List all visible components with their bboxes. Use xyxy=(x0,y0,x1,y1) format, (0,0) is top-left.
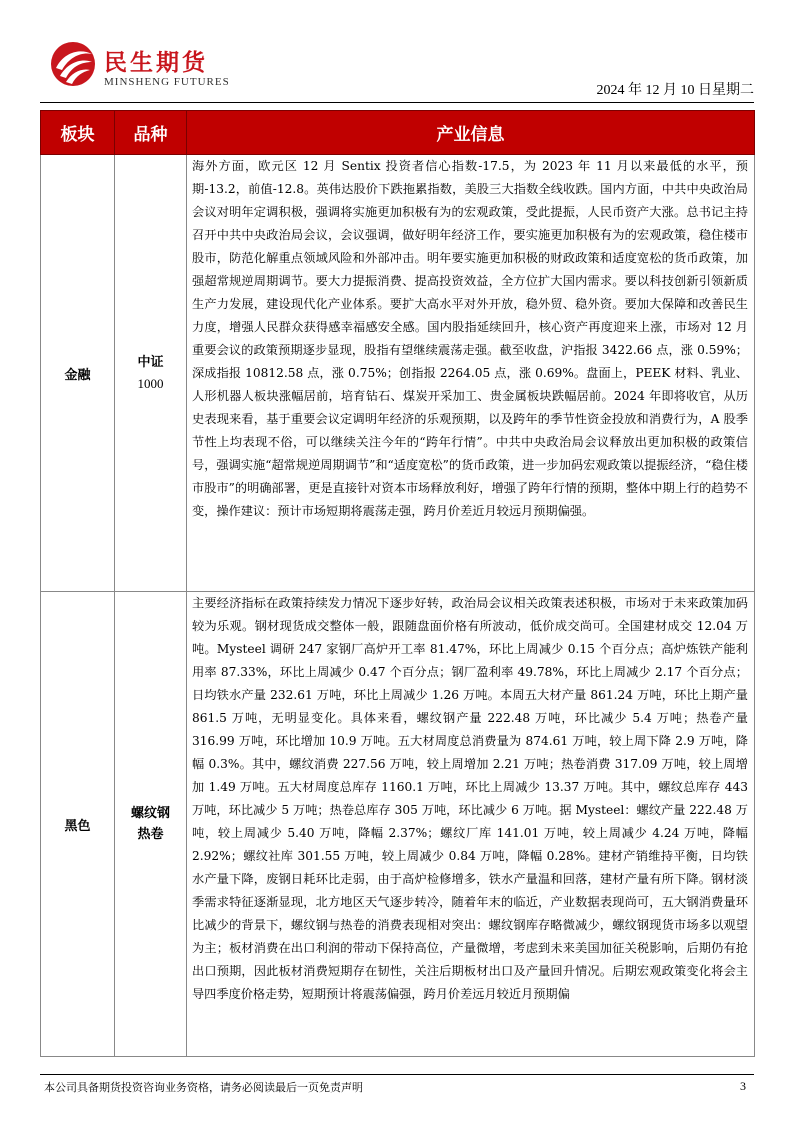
minsheng-logo-icon xyxy=(50,38,96,90)
column-header-category: 板块 xyxy=(41,111,115,155)
category-cell: 金融 xyxy=(41,155,115,592)
table-row xyxy=(41,592,755,1057)
column-header-variety: 品种 xyxy=(115,111,187,155)
column-header-info: 产业信息 xyxy=(187,111,755,155)
footer-disclaimer: 本公司具备期货投资咨询业务资格，请务必阅读最后一页免责声明 xyxy=(44,1081,363,1094)
report-date: 2024 年 12 月 10 日星期二 xyxy=(596,83,754,98)
category-cell: 黑色 xyxy=(41,592,115,1057)
variety-cell xyxy=(115,592,187,1057)
header-divider xyxy=(40,102,754,103)
industry-info-table xyxy=(40,110,755,1057)
variety-sub: 1000 xyxy=(137,376,164,391)
info-cell: 海外方面，欧元区 12 月 Sentix 投资者信心指数-17.5，为 2023 年 11 月以来最低的水平，预期-13.2，前值-12.8。英伟达股价下跌拖累指数，美股三大指数全线收跌。国内方面，中共中央政治局会议对明年定调积极，强调将实施更加积极有为的宏观政策，受此提振，人民币资产大涨。总书记主持召开中共中央政治局会议，会议强调，做好明年经济工作，要实施更加积极有为的宏观政策，稳住楼市股市，防范化解重点领域风险和外部冲击。明年要实施更加积极的财政政策和适度宽松的货币政策，加强超常规逆周期调节。要大力提振消费、提高投资效益，全方位扩大国内需求。要以科技创新引领新质生产力发展，建设现代化产业体系。要扩大高水平对外开放，稳外贸、稳外资。要加大保障和改善民生力度，增强人民群众获得感幸福感安全感。国内股指延续回升，核心资产再度迎来上涨，市场对 12 月重要会议的政策预期逐步显现，股指有望继续震荡走强。截至收盘，沪指报 3422.66 点，涨 0.59%；深成指报 10812.58 点，涨 0.75%；创指报 2264.05 点，涨 0.69%。盘面上，PEEK 材料、乳业、人形机器人板块涨幅居前，培育钻石、煤炭开采加工、贵金属板块跌幅居前。2024 年即将收官，从历史表现来看，基于重要会议定调明年经济的乐观预期，以及跨年的季节性资金投放和消费行为，A 股季节性上均表现不俗，可以继续关注今年的“跨年行情”。中共中央政治局会议释放出更加积极的政策信号，强调实施“超常规逆周期调节”和“适度宽松”的货币政策，进一步加码宏观政策以提振经济，“稳住楼市股市”的明确部署，更是直接针对资本市场释放利好，增强了跨年行情的预期，整体中期上行的趋势不变，操作建议：预计市场短期将震荡走强，跨月价差近月较远月预期偏强。 xyxy=(187,155,755,592)
page-number: 3 xyxy=(740,1079,746,1093)
company-name-en: MINSHENG FUTURES xyxy=(104,76,230,88)
page-header xyxy=(40,30,754,102)
info-cell xyxy=(187,592,755,1057)
variety-cell xyxy=(115,155,187,592)
table-row xyxy=(41,155,755,592)
variety-sub: 热卷 xyxy=(137,827,164,842)
company-name-cn: 民生期货 xyxy=(104,50,208,76)
info-text: 主要经济指标在政策持续发力情况下逐步好转，政治局会议相关政策表述积极，市场对于未来政策加码较为乐观。钢材现货成交整体一般，跟随盘面价格有所波动，低价成交尚可。全国建材成交 12.04 万吨。Mysteel 调研 247 家钢厂高炉开工率 81.47%，环比上周减少 0.15 个百分点；高炉炼铁产能利用率 87.33%，环比上周减少 0.47 个百分点；钢厂盈利率 49.78%，环比上周减少 2.17 个百分点；日均铁水产量 232.61 万吨，环比上周减少 1.26 万吨。本周五大材产量 861.24 万吨，环比上期产量 861.5 万吨，无明显变化。具体来看，螺纹钢产量 222.48 万吨，环比减少 5.4 万吨；热卷产量 316.99 万吨，环比增加 10.9 万吨。五大材周度总消费量为 874.61 万吨，较上周下降 2.9 万吨，降幅 0.3%。其中，螺纹消费 227.56 万吨，较上周增加 2.21 万吨；热卷消费 317.09 万吨，较上周增加 1.49 万吨。五大材周度总库存 1160.1 万吨，环比上周减少 13.37 万吨。其中，螺纹总库存 443 万吨，环比减少 5 万吨；热卷总库存 305 万吨，环比减少 6 万吨。据 Mysteel：螺纹产量 222.48 万吨，较上周减少 5.40 万吨，降幅 2.37%；螺纹厂库 141.01 万吨，较上周减少 4.24 万吨，降幅 2.92%；螺纹社库 301.55 万吨，较上周减少 0.84 万吨，降幅 0.28%。建材产销维持平衡，日均铁水产量下降，废钢日耗环比走弱，由于高炉检修增多，铁水产量温和回落，建材产量有所下降。钢材淡季需求特征逐渐显现，北方地区天气逐步转冷，随着年末的临近，产业数据表现尚可，五大钢消费量环比减少的背景下，螺纹钢与热卷的消费表现相对突出：螺纹钢库存略微减少，螺纹钢现货市场多以观望为主；板材消费在出口利润的带动下保持高位，产量微增，考虑到未来美国加征关税影响，后期仍有抢出口预期，因此板材消费短期存在韧性，关注后期板材出口及产量回升情况。后期宏观政策变化将会主导四季度价格走势，短期预计将震荡偏强，跨月价差远月较近月预期偏 xyxy=(192,596,748,1001)
variety-name: 螺纹钢 xyxy=(130,806,170,821)
footer-divider xyxy=(40,1074,754,1075)
variety-name: 中证 xyxy=(137,355,164,370)
table-header-row xyxy=(41,111,755,155)
